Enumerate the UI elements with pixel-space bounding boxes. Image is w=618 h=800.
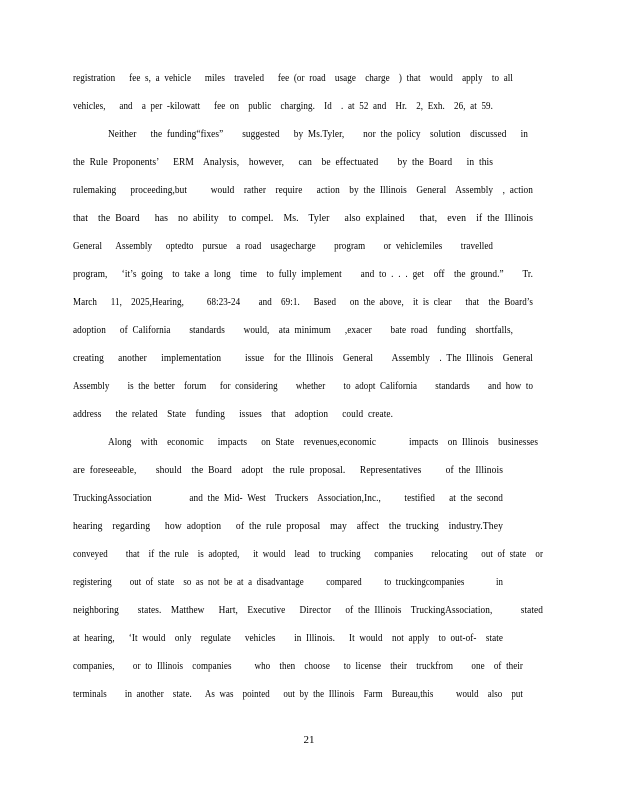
body-text-line: neighboring states. Matthew Hart, Executive Director of the Illinois TruckingAssociation, stated: [73, 605, 543, 616]
body-text-line: terminals in another state. As was pointed out by the Illinois Farm Bureau,this would also put: [73, 689, 523, 700]
body-text-line: adoption of California standards would, ata minimum ,exacer bate road funding shortfalls,: [73, 325, 513, 336]
body-text-line: the Rule Proponents’ ERM Analysis, however, can be effectuated by the Board in this: [73, 157, 493, 168]
body-text-line: registration fee s, a vehicle miles traveled fee (or road usage charge ) that would apply to all: [73, 73, 513, 84]
body-text-line: program, ‘it’s going to take a long time to fully implement and to . . . get off the ground.” Tr.: [73, 269, 533, 280]
body-text-line: registering out of state so as not be at a disadvantage compared to truckingcompanies in: [73, 577, 503, 588]
body-text-line: vehicles, and a per -kilowatt fee on public charging. Id . at 52 and Hr. 2, Exh. 26, at 59.: [73, 101, 493, 112]
body-text-line: companies, or to Illinois companies who then choose to license their truckfrom one of their: [73, 661, 523, 672]
page-number: 21: [303, 734, 315, 746]
body-text-line: are foreseeable, should the Board adopt the rule proposal. Representatives of the Illinois: [73, 465, 503, 476]
body-text-line: General Assembly optedto pursue a road usagecharge program or vehiclemiles travelled: [73, 241, 493, 252]
paragraph-first-line: Along with economic impacts on State revenues,economic impacts on Illinois businesses: [108, 437, 538, 448]
body-text-line: creating another implementation issue for the Illinois General Assembly . The Illinois General: [73, 353, 533, 364]
paragraph-first-line: Neither the funding“fixes” suggested by Ms.Tyler, nor the policy solution discussed in: [108, 129, 528, 140]
body-text-line: TruckingAssociation and the Mid- West Truckers Association,Inc., testified at the second: [73, 493, 503, 504]
body-text-line: conveyed that if the rule is adopted, it would lead to trucking companies relocating out of state or: [73, 549, 543, 560]
body-text-line: Assembly is the better forum for considering whether to adopt California standards and how to: [73, 381, 533, 392]
body-text-line: that the Board has no ability to compel. Ms. Tyler also explained that, even if the Illinois: [73, 213, 533, 224]
body-text-line: at hearing, ‘It would only regulate vehicles in Illinois. It would not apply to out-of- state: [73, 633, 503, 644]
body-text-line: rulemaking proceeding,but would rather require action by the Illinois General Assembly , action: [73, 185, 533, 196]
body-text-line: March 11, 2025,Hearing, 68:23-24 and 69:1. Based on the above, it is clear that the Board’s: [73, 297, 533, 308]
body-text-line: hearing regarding how adoption of the rule proposal may affect the trucking industry.They: [73, 521, 503, 532]
body-text-line: address the related State funding issues that adoption could create.: [73, 409, 393, 420]
